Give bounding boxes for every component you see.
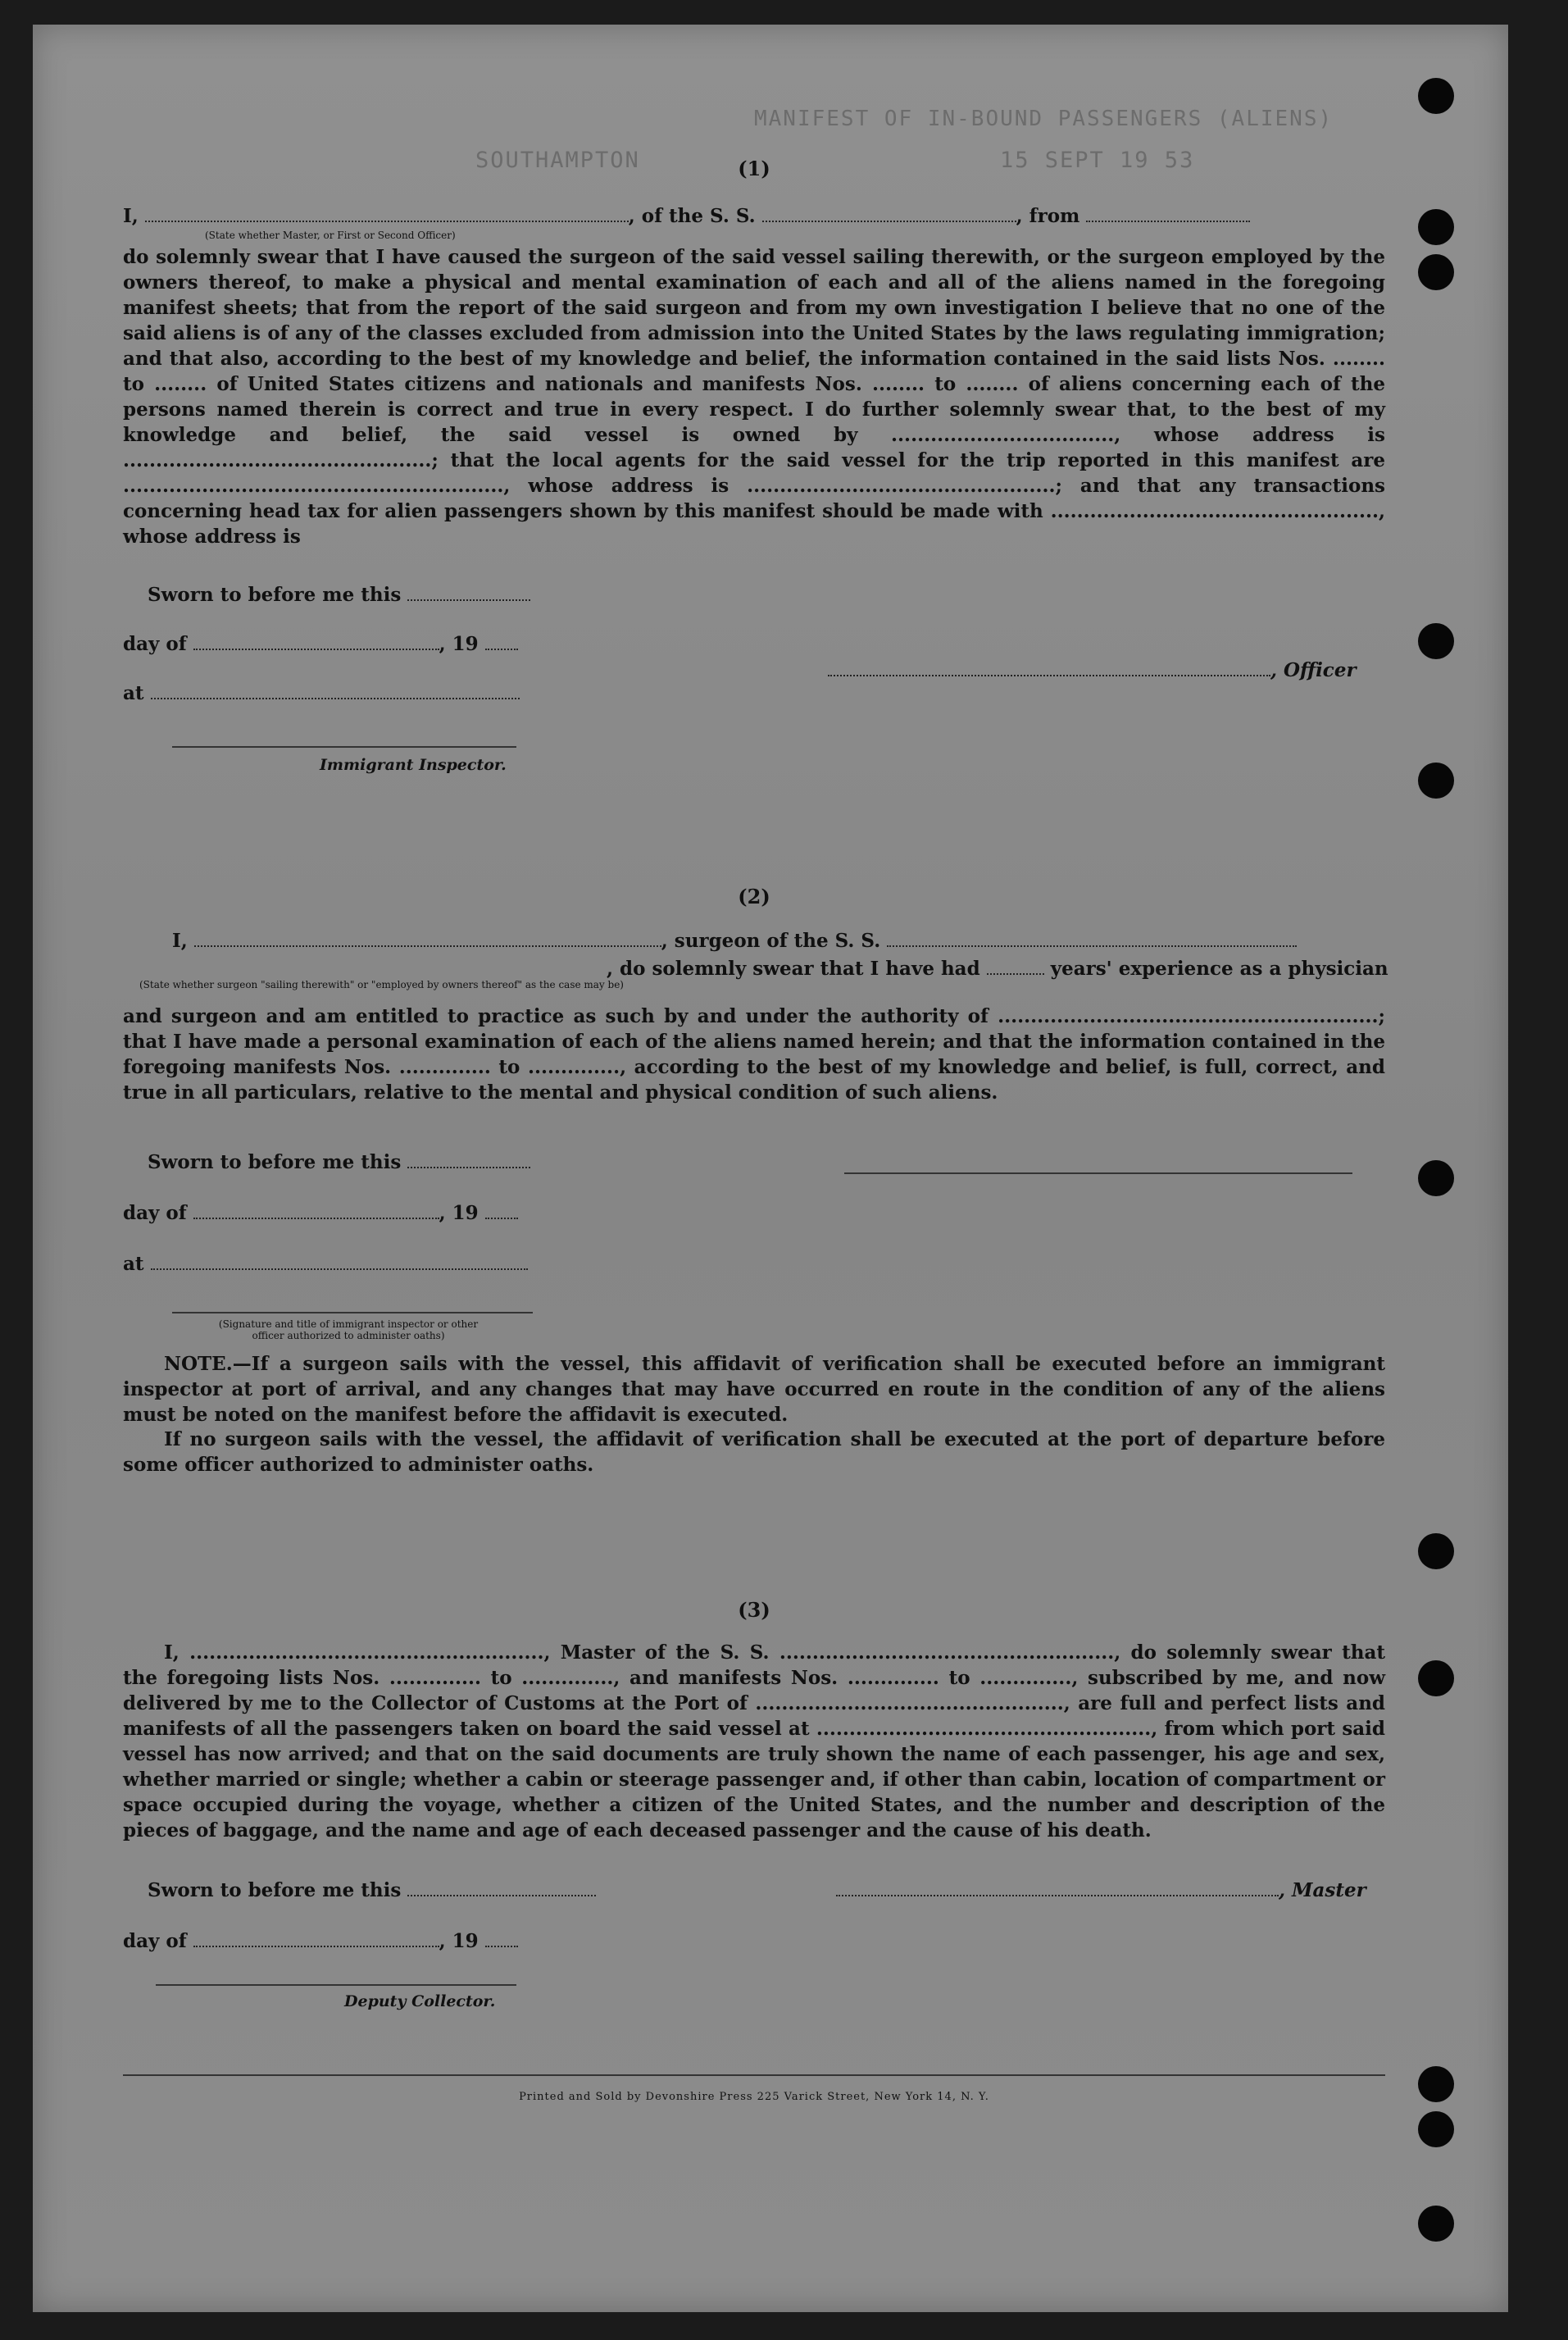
surgeon-caption: (State whether surgeon "sailing therewith" or "employed by owners thereof" as the case may be)	[139, 979, 624, 990]
year-label: , 19	[439, 1202, 479, 1224]
do-solemnly-label: , do solemnly swear that I have had	[607, 958, 980, 980]
section-3-number: (3)	[738, 1598, 770, 1622]
surgeon-vessel-field[interactable]	[887, 929, 1297, 947]
section-2-body: and surgeon and am entitled to practice as such by and under the authority of ..........................................................; that I have made a personal examination of each of the aliens named herein; and that the information contained in the foregoing manifests Nos. .............. to .............., according to the best of my knowledge and belief, is full, correct, and true in all particulars, relative to the mental and physical condition of such aliens.	[123, 1005, 1385, 1104]
punch-hole	[1418, 2111, 1454, 2147]
officer-signature-field[interactable]	[828, 658, 1270, 676]
from-label: , from	[1016, 205, 1080, 227]
sworn-line-1	[148, 582, 1410, 608]
at-label: at	[123, 1253, 144, 1275]
at-field[interactable]	[151, 681, 520, 699]
day-of-field[interactable]	[193, 1929, 439, 1947]
sworn-label: Sworn to before me this	[148, 1151, 402, 1173]
officer-label: , Officer	[1270, 659, 1357, 681]
punch-hole	[1418, 763, 1454, 799]
sworn-date-field[interactable]	[407, 1878, 596, 1896]
of-ss-label: , of the S. S.	[628, 205, 756, 227]
immigrant-inspector-signature-line[interactable]	[172, 1312, 533, 1313]
bleed-through-port: SOUTHAMPTON	[475, 148, 640, 173]
year-field[interactable]	[485, 1929, 518, 1947]
year-field[interactable]	[485, 632, 518, 650]
sworn-date-field[interactable]	[407, 1150, 530, 1168]
years-field[interactable]	[987, 957, 1044, 975]
inspector-label: Immigrant Inspector.	[320, 756, 507, 774]
master-label: , Master	[1279, 1879, 1366, 1901]
from-port-field[interactable]	[1086, 204, 1250, 222]
day-of-line-2	[123, 1200, 1385, 1226]
day-of-line-3	[123, 1928, 1385, 1954]
day-of-field[interactable]	[193, 632, 439, 650]
punch-hole	[1418, 254, 1454, 290]
section-1-header-line	[123, 203, 1385, 229]
section-1-body: do solemnly swear that I have caused the surgeon of the said vessel sailing therewith, or the surgeon employed by the owners thereof, to make a physical and mental examination of each and all of the aliens named in the foregoing manifest sheets; that from the report of the said surgeon and from my own investigation I believe that no one of the said aliens is of any of the classes excluded from admission into the United States by the laws regulating immigration; and that also, according to the best of my knowledge and belief, the information contained in the said lists Nos. ........ to ........ of United States citizens and nationals and manifests Nos. ........ to ........ of aliens concerning each of the persons named therein is correct and true in every respect. I do further solemnly swear that, to the best of my knowledge and belief, the said vessel is owned by .................................., whose address is ...............................................; that the local agents for the said vessel for the trip reported in this manifest are .........................................................., whose address is ...............................................; and that any transactions concerning head tax for alien passengers shown by this manifest should be made with .................................................., whose address is	[123, 246, 1385, 548]
note-2: If no surgeon sails with the vessel, the affidavit of verification shall be executed at the port of departure before some officer authorized to administer oaths.	[123, 1428, 1385, 1476]
note-1: NOTE.—If a surgeon sails with the vessel, this affidavit of verification shall be executed before an immigrant inspector at port of arrival, and any changes that may have occurred en route in the condition of any of the aliens must be noted on the manifest before the affidavit is executed.	[123, 1353, 1385, 1426]
section-2-header-line	[172, 928, 1434, 954]
bleed-through-date: 15 SEPT 19 53	[1000, 148, 1195, 173]
at-field[interactable]	[151, 1252, 528, 1270]
year-label: , 19	[439, 1930, 479, 1952]
sworn-line-2	[148, 1150, 1410, 1175]
deputy-collector-label: Deputy Collector.	[344, 1992, 496, 2010]
day-of-label: day of	[123, 1930, 187, 1952]
deputy-signature-line[interactable]	[156, 1984, 516, 1986]
surgeon-signature-line[interactable]	[844, 1172, 1352, 1174]
year-label: , 19	[439, 633, 479, 655]
day-of-field[interactable]	[193, 1201, 439, 1219]
master-signature-line	[836, 1878, 1568, 1903]
section-3-body: I, ......................................................, Master of the S. S. ..................................................., do solemnly swear that the foregoing lists Nos. .............. to .............., and manifests Nos. .............. to .............., subscribed by me, and now delivered by me to the Collector of Customs at the Port of ..............................................., are full and perfect lists and manifests of all the passengers taken on board the said vessel at ..................................................., from which port said vessel has now arrived; and that on the said documents are truly shown the name of each passenger, his age and sex, whether married or single; whether a cabin or steerage passenger and, if other than cabin, location of compartment or space occupied during the voyage, whether a citizen of the United States, and the number and description of the pieces of baggage, and the name and age of each deceased passenger and the cause of his death.	[123, 1641, 1385, 1841]
inspector-signature-line[interactable]	[172, 746, 516, 748]
sworn-date-field[interactable]	[407, 583, 530, 601]
punch-hole	[1418, 1660, 1454, 1696]
surgeon-of-label: , surgeon of the S. S.	[661, 930, 881, 952]
years-label: years' experience as a physician	[1050, 958, 1388, 980]
punch-hole	[1418, 1533, 1454, 1569]
i-label: I,	[123, 205, 139, 227]
year-field[interactable]	[485, 1201, 518, 1219]
officer-caption: (State whether Master, or First or Second Officer)	[205, 230, 456, 241]
day-of-label: day of	[123, 1202, 187, 1224]
vessel-name-field[interactable]	[762, 204, 1016, 222]
day-of-label: day of	[123, 633, 187, 655]
signature-caption: (Signature and title of immigrant inspector or other officer authorized to administer oaths)	[218, 1318, 479, 1341]
document-page	[33, 25, 1508, 2312]
printer-imprint: Printed and Sold by Devonshire Press 225 Varick Street, New York 14, N. Y.	[519, 2091, 989, 2103]
officer-signature-line	[828, 658, 1568, 683]
i-label: I,	[172, 930, 188, 952]
bleed-through-header: MANIFEST OF IN-BOUND PASSENGERS (ALIENS)	[754, 107, 1334, 131]
surgeon-name-field[interactable]	[194, 929, 661, 947]
at-label: at	[123, 682, 144, 704]
punch-hole	[1418, 623, 1454, 659]
punch-hole	[1418, 2206, 1454, 2242]
footer-rule	[123, 2074, 1385, 2076]
at-line-2	[123, 1251, 1385, 1277]
sworn-label: Sworn to before me this	[148, 1879, 402, 1901]
at-line-1	[123, 681, 1385, 706]
section-2-second-line	[607, 956, 1568, 981]
sworn-label: Sworn to before me this	[148, 584, 402, 606]
punch-hole	[1418, 78, 1454, 114]
punch-hole	[1418, 1160, 1454, 1196]
section-2-number: (2)	[738, 885, 770, 908]
day-of-line-1	[123, 631, 1385, 657]
section-1-number: (1)	[738, 157, 770, 180]
punch-hole	[1418, 2066, 1454, 2102]
master-signature-field[interactable]	[836, 1878, 1279, 1896]
officer-name-field[interactable]	[145, 204, 629, 222]
